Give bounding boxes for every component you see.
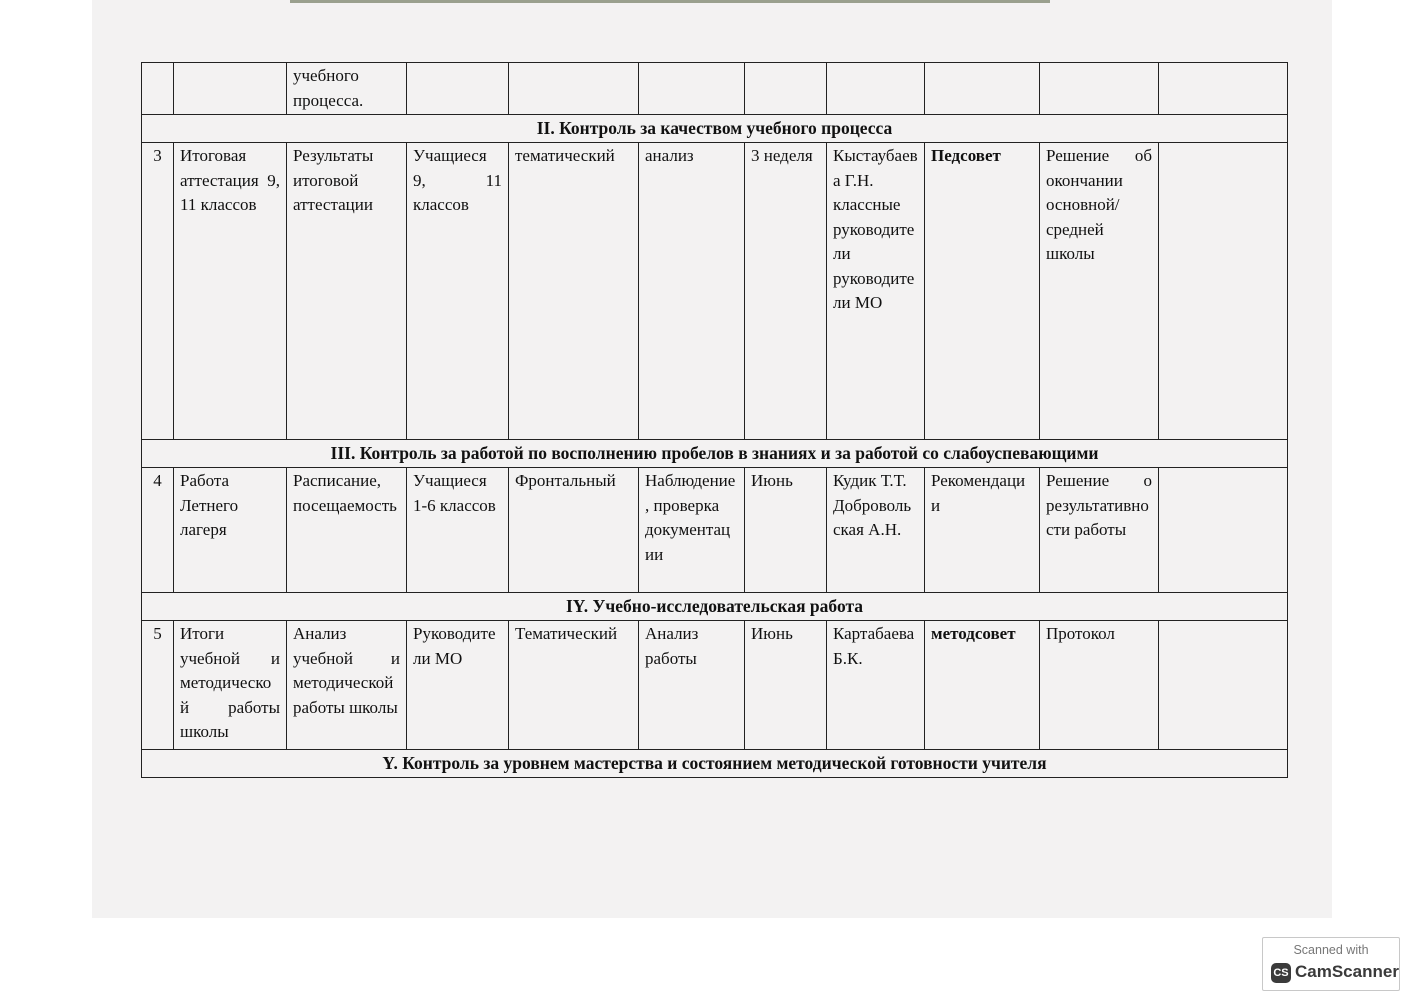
row-number: 3 [142, 143, 174, 440]
table-cell [745, 63, 827, 115]
object-cell: Учащиеся 1-6 классов [407, 468, 509, 593]
type-cell: тематический [509, 143, 639, 440]
responsible-cell: КартабаеваБ.К. [827, 621, 925, 750]
section-header-row [142, 750, 1288, 778]
camscanner-logo-icon: CS [1271, 963, 1291, 983]
table-row [142, 621, 1288, 750]
table-cell [1159, 143, 1288, 440]
goal-cell: Расписание, посещаемость [287, 468, 407, 593]
table-row [142, 468, 1288, 593]
topic-cell: Итоговая аттестация 9, 11 классов [174, 143, 287, 440]
section-header-row [142, 593, 1288, 621]
topic-cell: Итоги учебной и методической работы школы [174, 621, 287, 750]
table-cell [174, 63, 287, 115]
goal-cell: Анализ учебной и методической работы школы [287, 621, 407, 750]
where-cell: методсовет [925, 621, 1040, 750]
table-row [142, 143, 1288, 440]
result-cell: Решение о результативности работы [1040, 468, 1159, 593]
control-plan-table [141, 62, 1288, 778]
table-cell [925, 63, 1040, 115]
section-heading: III. Контроль за работой по восполнению пробелов в знаниях и за работой со слабоуспевающими [142, 440, 1288, 468]
goal-cell: Результаты итоговой аттестации [287, 143, 407, 440]
responsible-cell: Кудик Т.Т. Добровольская А.Н. [827, 468, 925, 593]
scan-edge [290, 0, 1050, 3]
table-cell: учебного процесса. [287, 63, 407, 115]
table-cell [509, 63, 639, 115]
section-header-row [142, 440, 1288, 468]
row-number: 4 [142, 468, 174, 593]
table-cell [639, 63, 745, 115]
method-cell: Наблюдение, проверка документации [639, 468, 745, 593]
watermark-caption: Scanned with [1293, 943, 1369, 957]
method-cell: Анализ работы [639, 621, 745, 750]
section-header-row [142, 115, 1288, 143]
where-cell: Рекомендации [925, 468, 1040, 593]
term-cell: Июнь [745, 468, 827, 593]
result-cell: Решение об окончании основной/средней школы [1040, 143, 1159, 440]
result-cell: Протокол [1040, 621, 1159, 750]
camscanner-watermark [1262, 937, 1400, 991]
table-cell [1159, 63, 1288, 115]
watermark-brand: CamScanner [1295, 962, 1399, 981]
topic-cell: Работа Летнего лагеря [174, 468, 287, 593]
table-cell [1159, 468, 1288, 593]
section-heading: II. Контроль за качеством учебного процесса [142, 115, 1288, 143]
type-cell: Фронтальный [509, 468, 639, 593]
table-cell [827, 63, 925, 115]
table-cell [407, 63, 509, 115]
table-row [142, 63, 1288, 115]
row-number: 5 [142, 621, 174, 750]
table-cell [142, 63, 174, 115]
object-cell: Учащиеся 9, 11 классов [407, 143, 509, 440]
term-cell: Июнь [745, 621, 827, 750]
section-heading: Y. Контроль за уровнем мастерства и состоянием методической готовности учителя [142, 750, 1288, 778]
term-cell: 3 неделя [745, 143, 827, 440]
object-cell: Руководители МО [407, 621, 509, 750]
type-cell: Тематический [509, 621, 639, 750]
table-cell [1159, 621, 1288, 750]
table-cell [1040, 63, 1159, 115]
responsible-cell: Кыстаубаева Г.Н. классные руководители руководители МО [827, 143, 925, 440]
section-heading: IY. Учебно-исследовательская работа [142, 593, 1288, 621]
where-cell: Педсовет [925, 143, 1040, 440]
method-cell: анализ [639, 143, 745, 440]
